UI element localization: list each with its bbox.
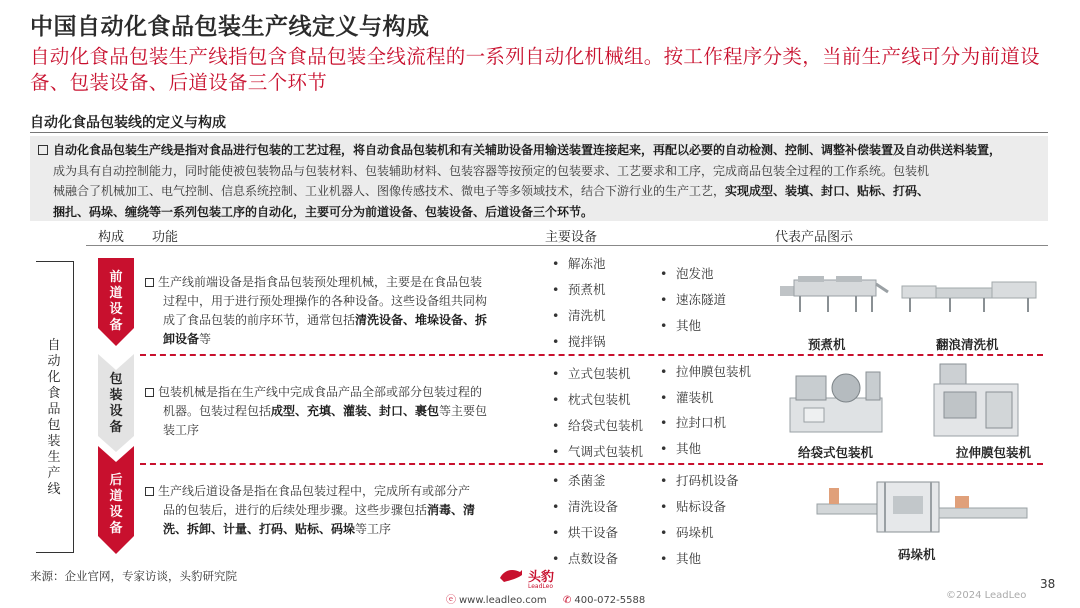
function-front: 生产线前端设备是指食品包装预处理机械，主要是在食品包装 过程中，用于进行预处理操作的各种设备。这些设备组共同构 成了食品包装的前序环节，通常包括清洗设备、堆垛设备、拆 卸设备等 xyxy=(145,273,547,349)
equipment-item: • 拉伸膜包装机 xyxy=(660,362,751,380)
stretch-film-packer-image xyxy=(930,362,1022,444)
checkbox-bullet-icon xyxy=(38,145,48,155)
equipment-item: • 灌装机 xyxy=(660,388,714,406)
brand-subtitle: LeadLeo xyxy=(528,583,554,590)
footer-contact xyxy=(446,591,645,606)
stage-label-packaging: 包 装 设 备 xyxy=(109,372,123,435)
equipment-item: • 搅拌锅 xyxy=(552,332,606,350)
function-back: 生产线后道设备是指在食品包装过程中，完成所有或部分产 品的包装后，进行的后续处理步骤。这些步骤包括消毒、清 洗、拆卸、计量、打码、贴标、码垛等工序 xyxy=(145,482,547,539)
equipment-item: • 其他 xyxy=(660,549,701,567)
copyright: ©2024 LeadLeo xyxy=(946,590,1027,601)
source-note: 来源：企业官网，专家访谈，头豹研究院 xyxy=(30,569,237,583)
equipment-item: • 预煮机 xyxy=(552,280,606,298)
checkbox-bullet-icon xyxy=(145,487,154,496)
palletizer-machine-image xyxy=(815,474,1029,546)
header-composition: 构成 xyxy=(98,230,125,245)
section-title: 自动化食品包装线的定义与构成 xyxy=(30,115,226,131)
checkbox-bullet-icon xyxy=(145,278,154,287)
equipment-item: • 速冻隧道 xyxy=(660,290,726,308)
definition-box xyxy=(30,136,1048,221)
definition-line-1: 自动化食品包装生产线是指对食品进行包装的工艺过程，将自动食品包装机和有关辅助设备用输送装置连接起来，再配以必要的自动检测、控制、调整补偿装置及自动供送料装置， xyxy=(53,143,1002,157)
stage-separator-2 xyxy=(140,463,1043,465)
product-label: 预煮机 xyxy=(808,337,846,352)
equipment-item: • 贴标设备 xyxy=(660,497,726,515)
product-label: 拉伸膜包装机 xyxy=(956,445,1032,460)
equipment-item: • 清洗机 xyxy=(552,306,606,324)
equipment-item: • 清洗设备 xyxy=(552,497,618,515)
product-label: 翻浪清洗机 xyxy=(936,337,999,352)
page-subtitle: 自动化食品包装生产线指包含食品包装全线流程的一系列自动化机械组。按工作程序分类，当前生产线可分为前道设备、包装设备、后道设备三个环节 xyxy=(30,45,1040,94)
equipment-item: • 烘干设备 xyxy=(552,523,618,541)
equipment-item: • 枕式包装机 xyxy=(552,390,631,408)
equipment-item: • 泡发池 xyxy=(660,264,714,282)
brand-name: 头豹 xyxy=(528,570,555,585)
equipment-item: • 点数设备 xyxy=(552,549,618,567)
footer-website[interactable]: www.leadleo.com xyxy=(459,595,547,606)
side-label: 自 动 化 食 品 包 装 生 产 线 xyxy=(47,338,61,497)
equipment-item: • 解冻池 xyxy=(552,254,606,272)
equipment-item: • 码垛机 xyxy=(660,523,714,541)
section-divider xyxy=(30,132,1048,133)
header-divider xyxy=(86,245,1048,246)
stage-label-back: 后 道 设 备 xyxy=(109,473,123,536)
product-label: 码垛机 xyxy=(898,547,936,562)
equipment-item: • 气调式包装机 xyxy=(552,442,643,460)
equipment-item: • 其他 xyxy=(660,439,701,457)
page-number: 38 xyxy=(1040,577,1056,591)
equipment-item: • 杀菌釜 xyxy=(552,471,606,489)
definition-line-2: 成为具有自动控制能力，同时能使被包装物品与包装材料、包装辅助材料、包装容器等按预定的包装要求、工艺要求和工序，完成商品包装全过程的工作系统。包装机 xyxy=(53,163,930,178)
equipment-item: • 打码机设备 xyxy=(660,471,739,489)
header-function: 功能 xyxy=(152,230,179,245)
footer-phone: 400-072-5588 xyxy=(574,595,646,606)
stage-label-front: 前 道 设 备 xyxy=(109,270,123,333)
equipment-item: • 给袋式包装机 xyxy=(552,416,643,434)
equipment-item: • 拉封口机 xyxy=(660,413,726,431)
leopard-logo-icon xyxy=(498,566,524,588)
definition-line-4: 捆扎、码垛、缠绕等一系列包装工序的自动化，主要可分为前道设备、包装设备、后道设备三个环节。 xyxy=(53,204,594,219)
checkbox-bullet-icon xyxy=(145,388,154,397)
precooker-machine-image xyxy=(778,270,890,324)
page-title: 中国自动化食品包装生产线定义与构成 xyxy=(30,14,430,40)
equipment-item: • 其他 xyxy=(660,316,701,334)
web-icon: ⓔ xyxy=(446,595,456,606)
stage-separator-1 xyxy=(140,354,1043,356)
equipment-item: • 立式包装机 xyxy=(552,364,631,382)
wave-washer-machine-image xyxy=(900,276,1040,320)
header-equipment: 主要设备 xyxy=(545,230,598,245)
header-products: 代表产品图示 xyxy=(775,230,854,245)
function-packaging: 包装机械是指在生产线中完成食品产品全部或部分包装过程的 机器。包装过程包括成型、充填、灌装、封口、裹包等主要包 装工序 xyxy=(145,383,547,440)
definition-line-3: 械融合了机械加工、电气控制、信息系统控制、工业机器人、图像传感技术、微电子等多领域技术，结合下游行业的生产工艺，实现成型、装填、封口、贴标、打码、 xyxy=(53,184,930,198)
bag-feeding-packer-image xyxy=(786,364,886,440)
phone-icon: ✆ xyxy=(563,595,572,606)
product-label: 给袋式包装机 xyxy=(798,445,874,460)
